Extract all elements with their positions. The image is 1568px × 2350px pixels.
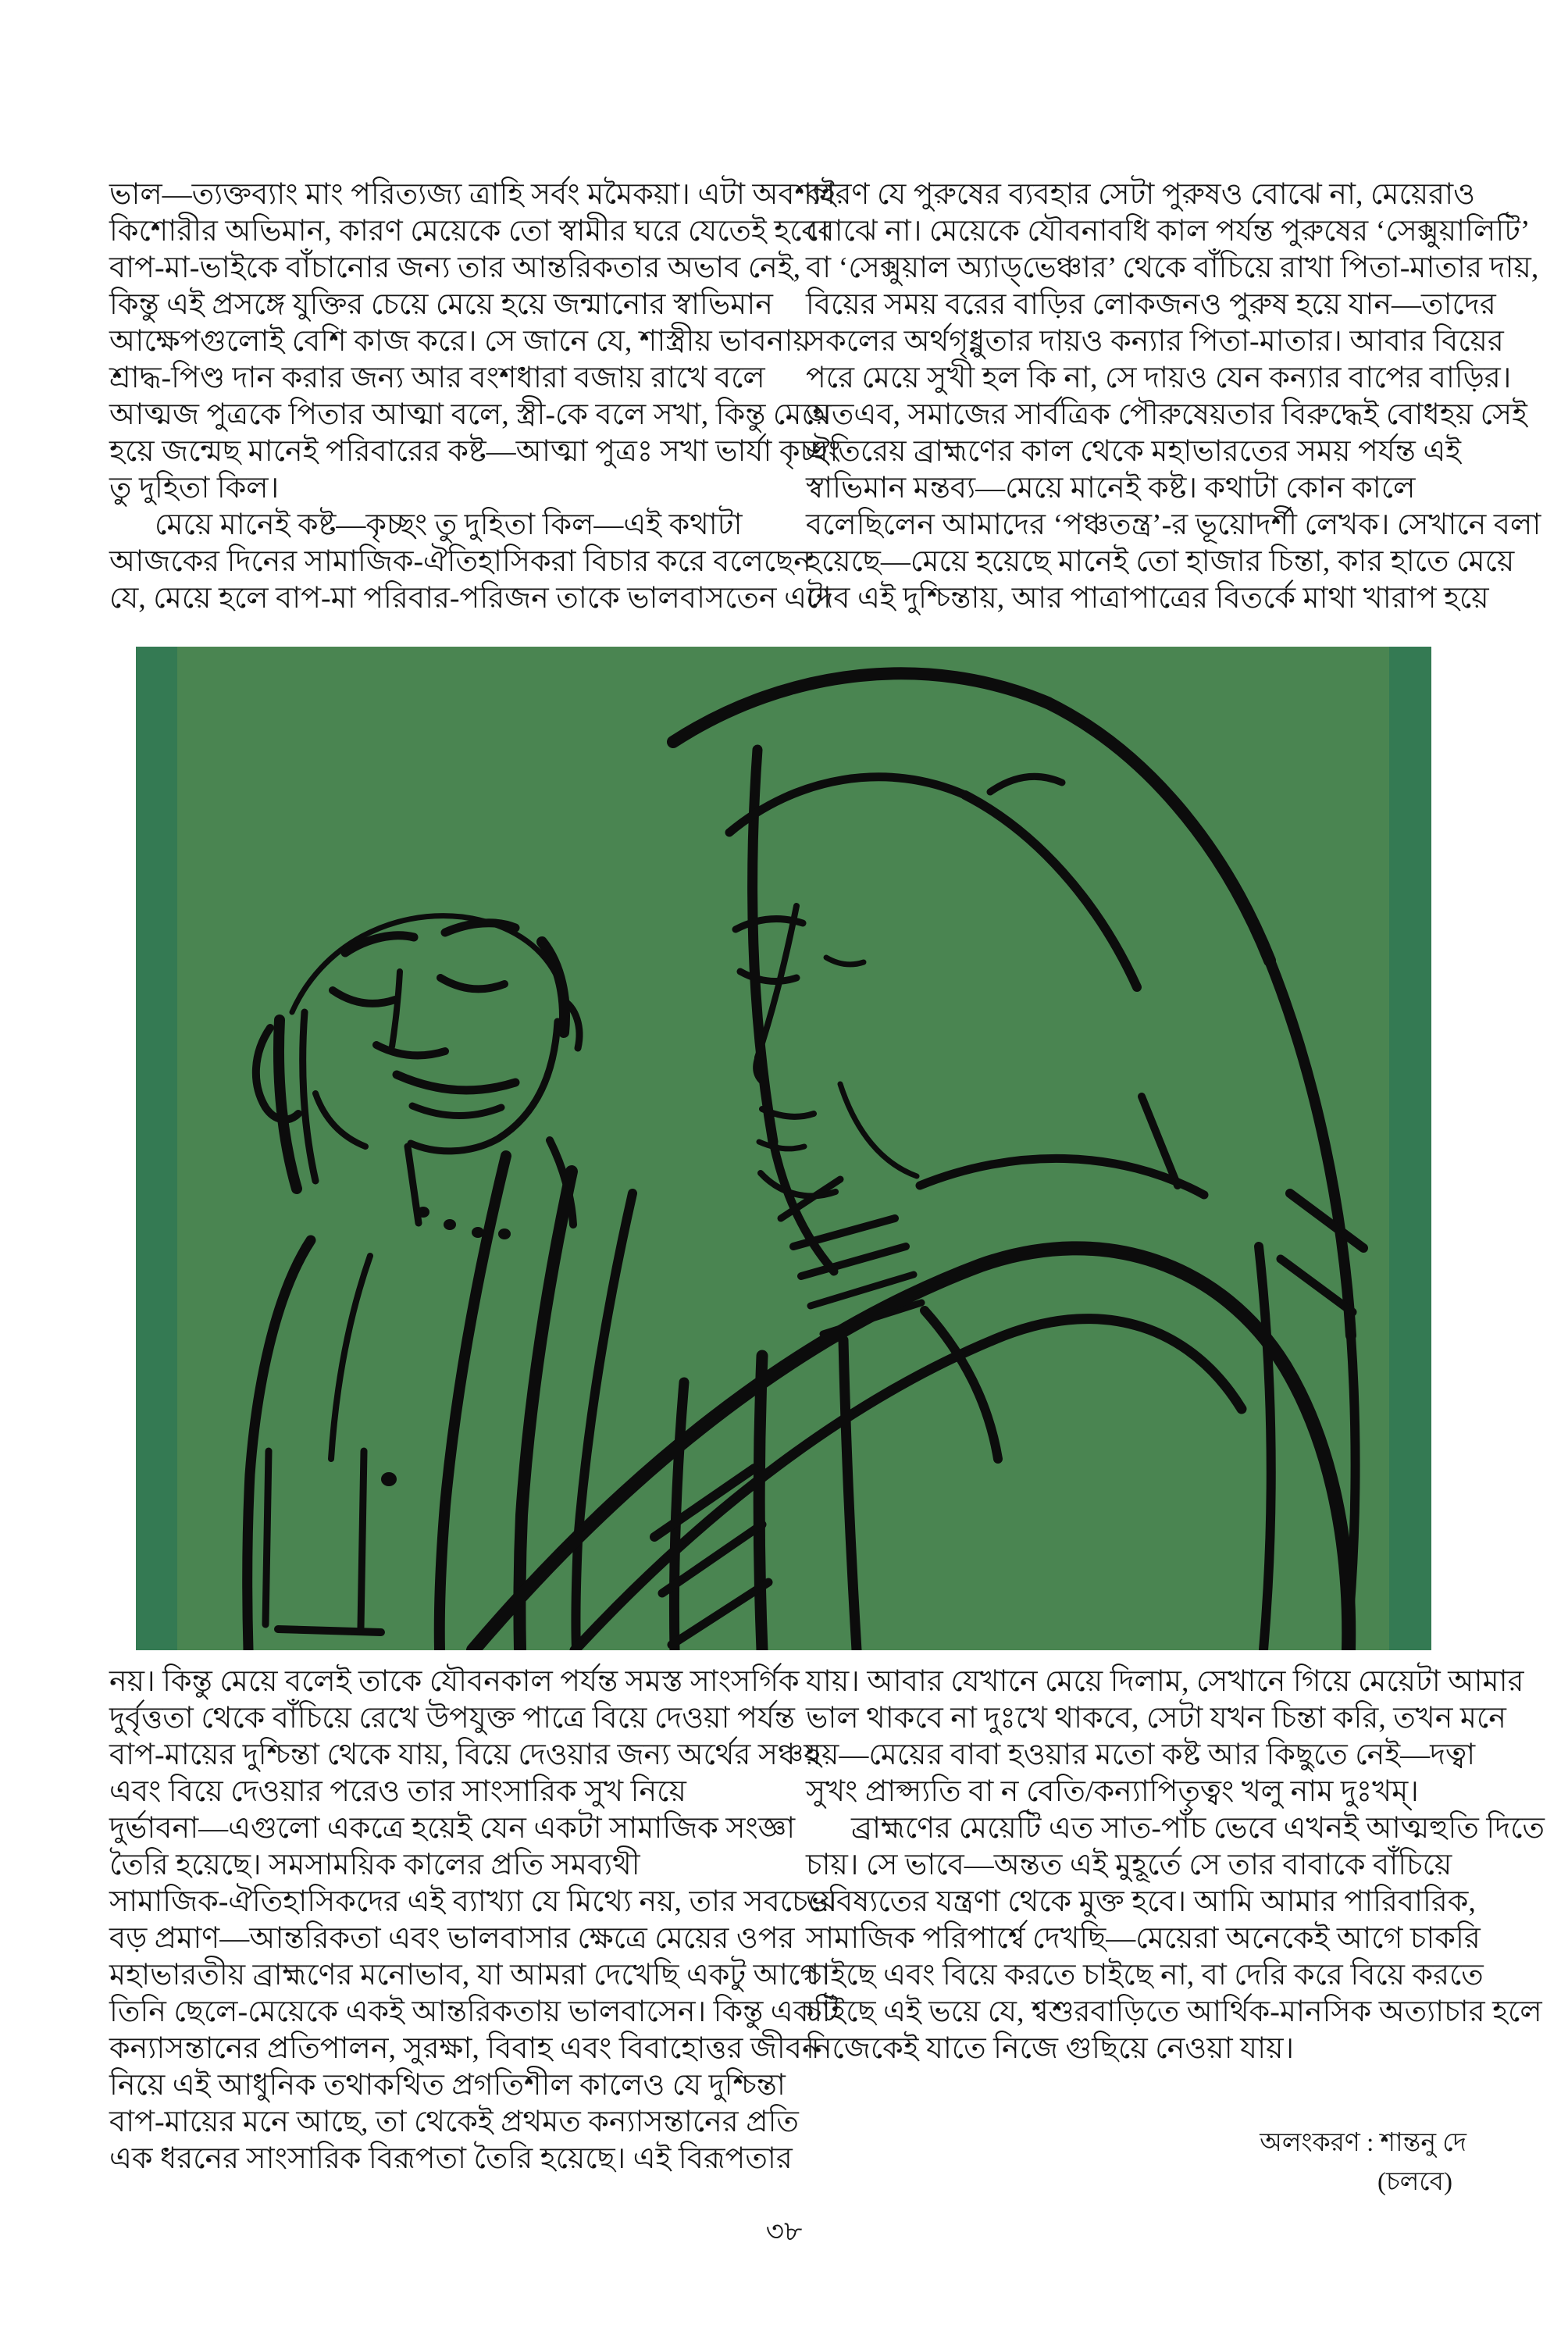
text-line: ঐতিরেয় ব্রাহ্মণের কাল থেকে মহাভারতের সময় পর্যন্ত এই [806,435,1462,468]
text-line: নিয়ে এই আধুনিক তথাকথিত প্রগতিশীল কালেও যে দুশ্চিন্তা [109,2069,786,2102]
text-line: ভবিষ্যতের যন্ত্রণা থেকে মুক্ত হবে। আমি আমার পারিবারিক, [806,1885,1476,1918]
text-line: সকলের অর্থগৃধ্নুতার দায়ও কন্যার পিতা-মাতার। আবার বিয়ের [806,325,1504,358]
text-line: বড় প্রমাণ—আন্তরিকতা এবং ভালবাসার ক্ষেত্রে মেয়ের ওপর [109,1922,795,1955]
text-column-bottom-left [109,1664,839,2177]
text-line: চাইছে এই ভয়ে যে, শ্বশুরবাড়িতে আর্থিক-মানসিক অত্যাচার হলে [806,1995,1542,2028]
illustration-canvas [136,647,1431,1650]
text-line: দেব এই দুশ্চিন্তায়, আর পাত্রাপাত্রের বিতর্কে মাথা খারাপ হয়ে [806,582,1489,615]
text-line: আজকের দিনের সামাজিক-ঐতিহাসিকরা বিচার করে বলেছেন [109,545,811,578]
text-line: স্বাভিমান মন্তব্য—মেয়ে মানেই কষ্ট। কথাটা কোন কালে [806,472,1416,505]
text-line: মহাভারতীয় ব্রাহ্মণের মনোভাব, যা আমরা দেখেছি একটু আগে। [109,1959,830,1992]
text-line: পরে মেয়ে সুখী হল কি না, সে দায়ও যেন কন্যার বাপের বাড়ির। [806,362,1512,394]
text-line: দুর্ভাবনা—এগুলো একত্রে হয়েই যেন একটা সামাজিক সংজ্ঞা [109,1812,796,1845]
text-line: দুর্বৃত্ততা থেকে বাঁচিয়ে রেখে উপযুক্ত পাত্রে বিয়ে দেওয়া পর্যন্ত [109,1702,795,1735]
text-line: বা ‘সেক্সুয়াল অ্যাড্‌ভেঞ্চার’ থেকে বাঁচিয়ে রাখা পিতা-মাতার দায়, [806,251,1539,284]
text-line: ব্রাহ্মণের মেয়েটি এত সাত-পাঁচ ভেবে এখনই আত্মহুতি দিতে [851,1812,1545,1845]
text-line: হয়েছে—মেয়ে হয়েছে মানেই তো হাজার চিন্তা, কার হাতে মেয়ে [806,545,1515,578]
text-line: চায়। সে ভাবে—অন্তত এই মুহূর্তে সে তার বাবাকে বাঁচিয়ে [806,1849,1452,1881]
text-line: এক ধরনের সাংসারিক বিরূপতা তৈরি হয়েছে। এই বিরূপতার [109,2142,793,2175]
text-line: মেয়ে মানেই কষ্ট—কৃচ্ছং তু দুহিতা কিল—এই কথাটা [155,508,743,541]
text-line: অতএব, সমাজের সার্বত্রিক পৌরুষেয়তার বিরুদ্ধেই বোধহয় সেই [806,398,1527,431]
text-line: চাইছে এবং বিয়ে করতে চাইছে না, বা দেরি করে বিয়ে করতে [806,1959,1484,1992]
text-line: হয়ে জন্মেছ মানেই পরিবারের কষ্ট—আত্মা পুত্রঃ সখা ভার্যা কৃচ্ছং [109,435,841,468]
text-line: যে, মেয়ে হলে বাপ-মা পরিবার-পরিজন তাকে ভালবাসতেন এটা [109,582,832,615]
text-column-top-right [806,177,1541,617]
text-line: যায়। আবার যেখানে মেয়ে দিলাম, সেখানে গিয়ে মেয়েটা আমার [806,1665,1524,1698]
text-column-top-left [109,177,841,617]
text-column-bottom-right [806,1664,1545,2067]
text-line: ভাল থাকবে না দুঃখে থাকবে, সেটা যখন চিন্তা করি, তখন মনে [806,1702,1506,1735]
text-line: তু দুহিতা কিল। [109,472,280,505]
text-line: ভাল—ত্যক্তব্যাং মাং পরিত্যজ্য ত্রাহি সর্বং মমৈকয়া। এটা অবশ্যই [109,178,836,211]
text-line: সুখং প্রাপ্স্যতি বা ন বেতি/কন্যাপিতৃত্বং খলু নাম দুঃখম্। [806,1775,1419,1808]
text-line: কিন্তু এই প্রসঙ্গে যুক্তির চেয়ে মেয়ে হয়ে জন্মানোর স্বাভিমান [109,288,773,321]
continuation-note: (চলবে) [1377,2168,1452,2196]
text-line: তৈরি হয়েছে। সমসাময়িক কালের প্রতি সমব্যথী [109,1849,640,1881]
illustration [136,647,1431,1650]
text-line: বাপ-মায়ের দুশ্চিন্তা থেকে যায়, বিয়ে দেওয়ার জন্য অর্থের সঞ্চয় [109,1738,821,1771]
text-line: বোঝে না। মেয়েকে যৌবনাবধি কাল পর্যন্ত পুরুষের ‘সেক্সুয়ালিটি’ [806,215,1531,248]
text-line: তিনি ছেলে-মেয়েকে একই আন্তরিকতায় ভালবাসেন। কিন্তু একটি [109,1995,839,2028]
text-line: আক্ষেপগুলোই বেশি কাজ করে। সে জানে যে, শাস্ত্রীয় ভাবনায় [109,325,811,358]
page-number: ৩৮ [765,2216,803,2247]
text-line: নিজেকেই যাতে নিজে গুছিয়ে নেওয়া যায়। [806,2032,1295,2065]
text-line: কিশোরীর অভিমান, কারণ মেয়েকে তো স্বামীর ঘরে যেতেই হবে। [109,215,829,248]
illustration-credit: অলংকরণ : শান্তনু দে [1260,2129,1466,2157]
text-line: কারণ যে পুরুষের ব্যবহার সেটা পুরুষও বোঝে না, মেয়েরাও [806,178,1476,211]
text-line: বাপ-মা-ভাইকে বাঁচানোর জন্য তার আন্তরিকতার অভাব নেই, [109,251,801,284]
text-line: সামাজিক পরিপার্শ্বে দেখছি—মেয়েরা অনেকেই আগে চাকরি [806,1922,1481,1955]
text-line: সামাজিক-ঐতিহাসিকদের এই ব্যাখ্যা যে মিথ্যে নয়, তার সবচেয়ে [109,1885,838,1918]
text-line: আত্মজ পুত্রকে পিতার আত্মা বলে, স্ত্রী-কে বলে সখা, কিন্তু মেয়ে [109,398,832,431]
text-line: বাপ-মায়ের মনে আছে, তা থেকেই প্রথমত কন্যাসন্তানের প্রতি [109,2106,799,2138]
text-line: বিয়ের সময় বরের বাড়ির লোকজনও পুরুষ হয়ে যান—তাদের [806,288,1496,321]
text-line: হয়—মেয়ের বাবা হওয়ার মতো কষ্ট আর কিছুতে নেই—দত্বা [806,1738,1476,1771]
text-line: এবং বিয়ে দেওয়ার পরেও তার সাংসারিক সুখ নিয়ে [109,1775,686,1808]
text-line: বলেছিলেন আমাদের ‘পঞ্চতন্ত্র’-র ভূয়োদর্শী লেখক। সেখানে বলা [806,508,1541,541]
text-line: কন্যাসন্তানের প্রতিপালন, সুরক্ষা, বিবাহ এবং বিবাহোত্তর জীবন [109,2032,820,2065]
text-line: নয়। কিন্তু মেয়ে বলেই তাকে যৌবনকাল পর্যন্ত সমস্ত সাংসর্গিক [109,1665,800,1698]
text-line: শ্রাদ্ধ-পিণ্ড দান করার জন্য আর বংশধারা বজায় রাখে বলে [109,362,765,394]
